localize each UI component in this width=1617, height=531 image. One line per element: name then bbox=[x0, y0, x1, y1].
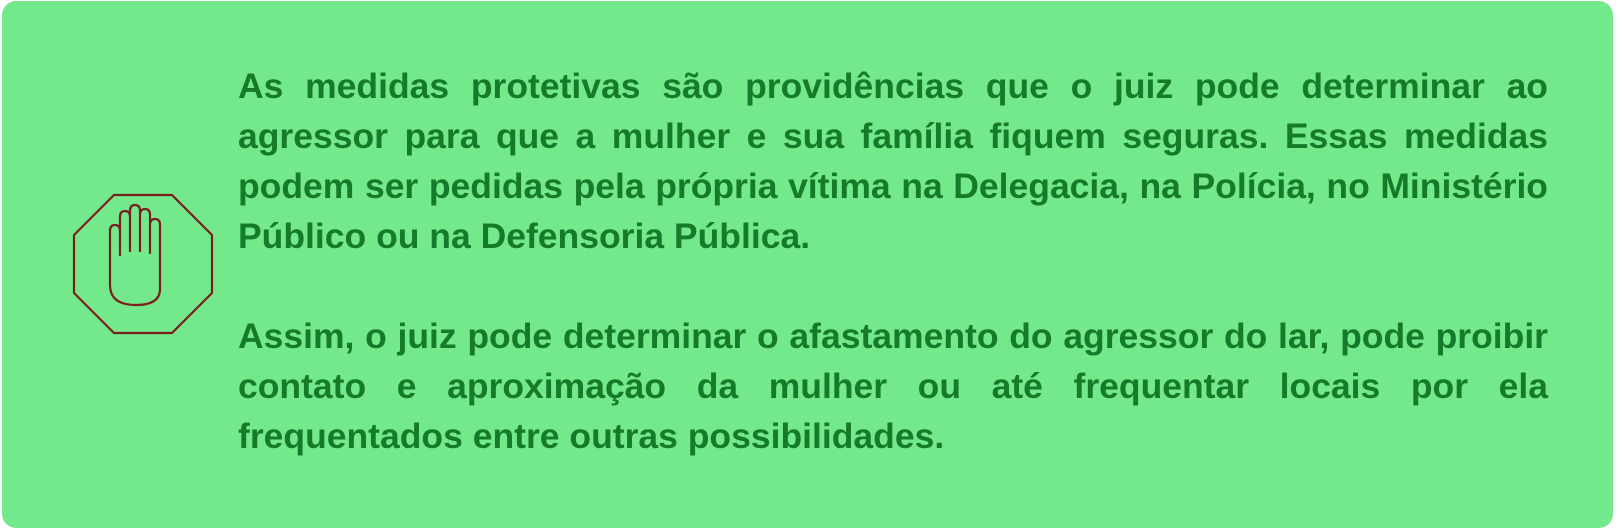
paragraph-afastamento: Assim, o juiz pode determinar o afastamento do agressor do lar, pode proibir contato e aproximação da mulher ou até frequentar locais por ela frequentados entre outras possibilidades. bbox=[238, 316, 1548, 456]
info-card bbox=[2, 1, 1613, 528]
stop-hand-icon bbox=[72, 193, 214, 335]
content-text bbox=[238, 61, 1548, 461]
paragraph-medidas-protetivas: As medidas protetivas são providências que o juiz pode determinar ao agressor para que a mulher e sua família fiquem seguras. Essas medidas podem ser pedidas pela própria vítima na Delegacia, na Polícia, no Ministério Público ou na Defensoria Pública. bbox=[238, 66, 1548, 256]
